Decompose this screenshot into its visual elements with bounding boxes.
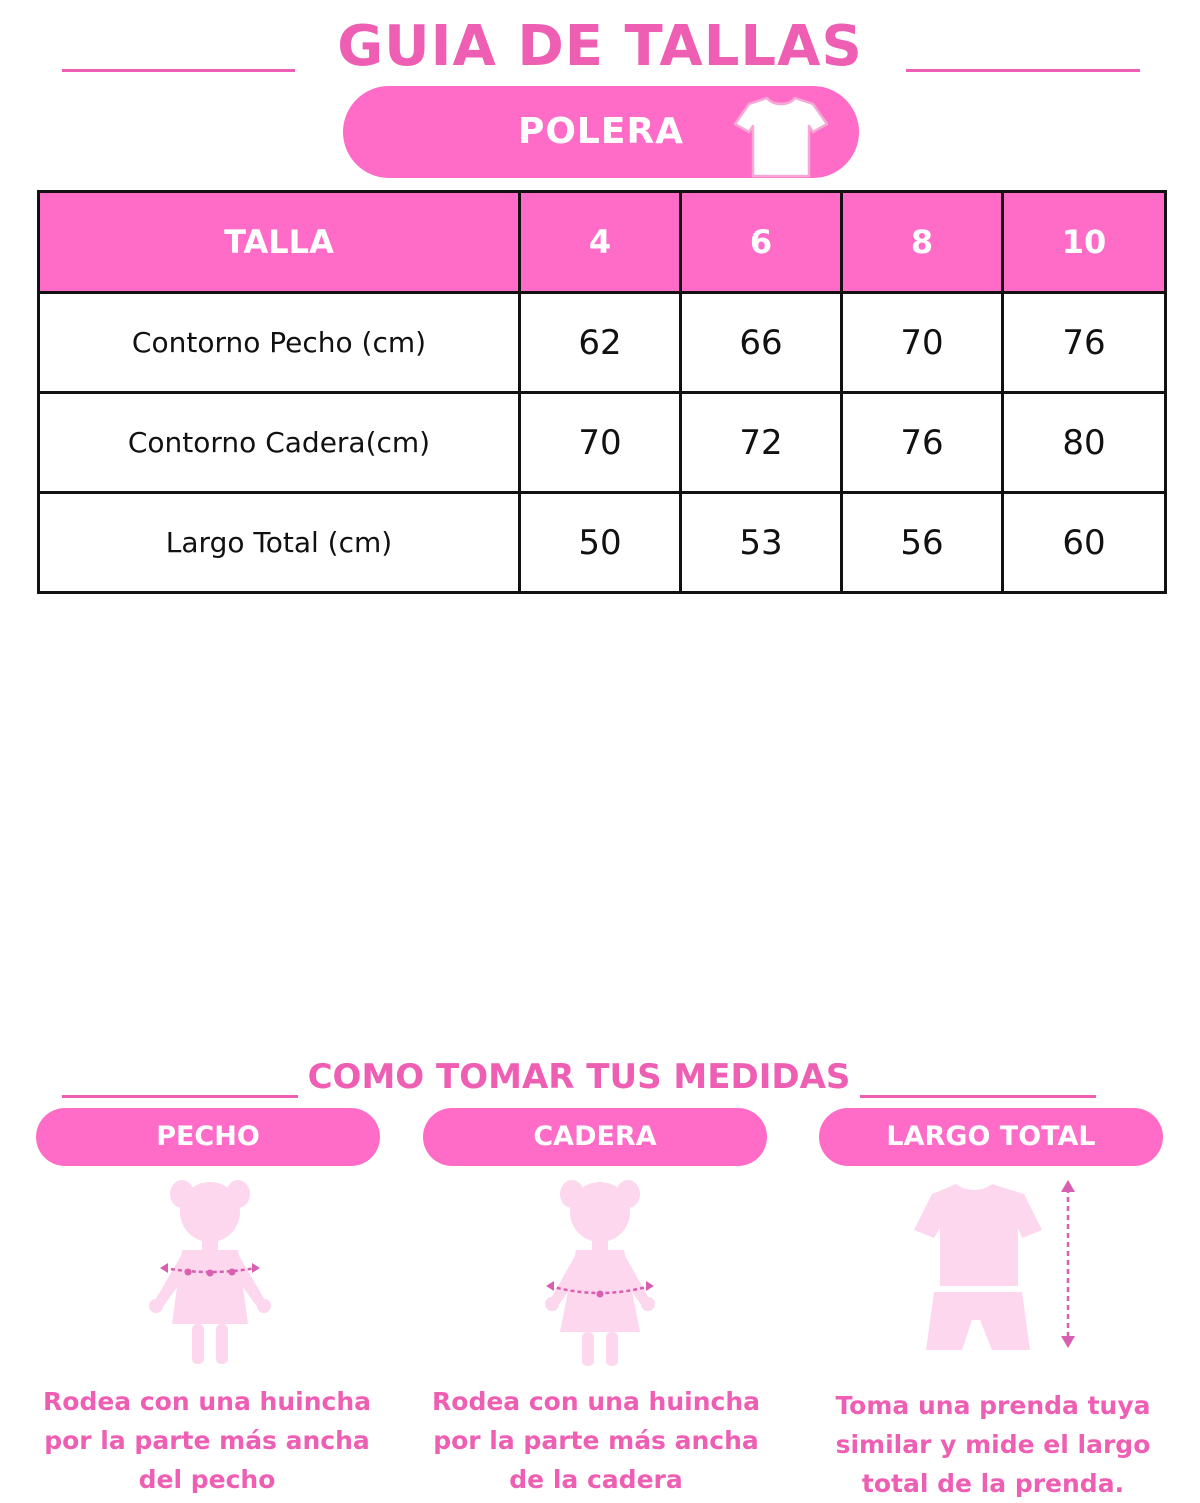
t-shirt-icon [733,92,829,178]
garment-label: POLERA [517,111,685,152]
table-cell: 62 [520,293,681,393]
instruction-line: Rodea con una huincha [432,1387,760,1416]
title-divider-left [62,69,295,72]
instruction-length [808,1386,1178,1503]
measure-label-hip: CADERA [423,1108,767,1166]
table-cell: 72 [681,393,842,493]
instruction-line: similar y mide el largo [835,1430,1151,1459]
instruction-hip [411,1382,781,1499]
column-header: TALLA [39,192,520,293]
instruction-line: total de la prenda. [861,1469,1125,1498]
instruction-line: de la cadera [509,1465,683,1494]
table-row [39,293,1166,393]
instruction-chest [22,1382,392,1499]
row-label: Contorno Cadera(cm) [39,393,520,493]
size-table [37,190,1167,594]
garment-length-measure-icon [896,1174,1096,1354]
table-cell: 70 [842,293,1003,393]
row-label: Largo Total (cm) [39,493,520,593]
measure-label-length: LARGO TOTAL [819,1108,1163,1166]
instruction-line: por la parte más ancha [433,1426,759,1455]
table-row [39,493,1166,593]
column-header: 4 [520,192,681,293]
instruction-line: Toma una prenda tuya [835,1391,1151,1420]
how-to-heading-row [0,1052,1200,1102]
column-header: 6 [681,192,842,293]
table-cell: 76 [842,393,1003,493]
table-cell: 76 [1003,293,1166,393]
instruction-line: Rodea con una huincha [43,1387,371,1416]
column-header: 8 [842,192,1003,293]
table-cell: 53 [681,493,842,593]
instruction-line: por la parte más ancha [44,1426,370,1455]
section-title: COMO TOMAR TUS MEDIDAS [307,1057,851,1097]
girl-chest-measure-icon [130,1174,290,1374]
table-cell: 56 [842,493,1003,593]
title-row [0,14,1200,80]
girl-hip-measure-icon [520,1174,680,1374]
row-label: Contorno Pecho (cm) [39,293,520,393]
page-title: GUIA DE TALLAS [337,14,863,79]
garment-badge [343,86,859,178]
section-divider-right [860,1095,1096,1098]
measure-label-chest: PECHO [36,1108,380,1166]
title-divider-right [906,69,1140,72]
table-cell: 80 [1003,393,1166,493]
table-cell: 70 [520,393,681,493]
table-cell: 50 [520,493,681,593]
section-divider-left [62,1095,298,1098]
table-header-row [39,192,1166,293]
column-header: 10 [1003,192,1166,293]
table-cell: 60 [1003,493,1166,593]
table-row [39,393,1166,493]
instruction-line: del pecho [138,1465,276,1494]
table-cell: 66 [681,293,842,393]
